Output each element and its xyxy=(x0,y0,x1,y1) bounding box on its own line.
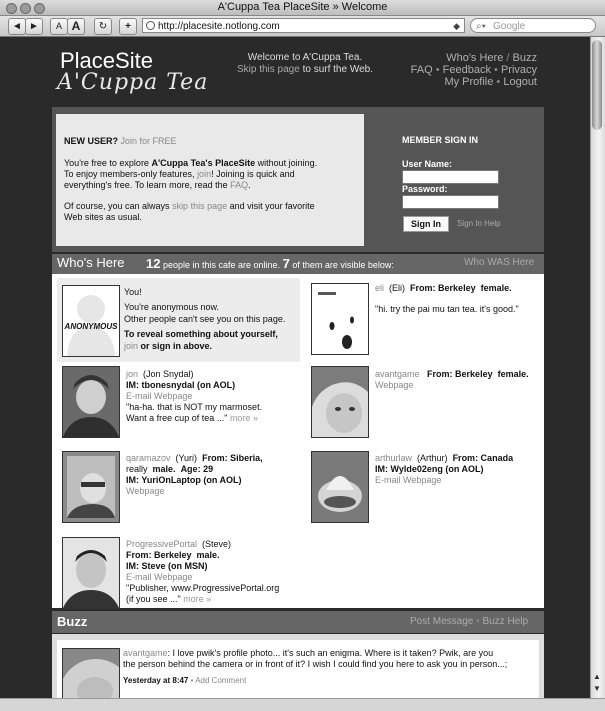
browser-toolbar xyxy=(0,16,605,37)
nav-faq-link[interactable]: FAQ xyxy=(410,64,433,76)
user-photo-jon[interactable] xyxy=(62,366,120,438)
silhouette-icon xyxy=(63,286,119,356)
window-bottom-bar xyxy=(0,698,605,711)
who-was-here-link[interactable]: Who WAS Here xyxy=(464,257,535,268)
placesite-logo[interactable]: PlaceSite xyxy=(60,48,153,73)
user-photo-avantgame[interactable] xyxy=(311,366,369,438)
buzz-timestamp: Yesterday at 8:47 xyxy=(123,676,189,685)
skip-this-page-link[interactable]: skip this page xyxy=(172,201,228,211)
skip-page-link[interactable]: Skip this page xyxy=(236,64,300,75)
window-titlebar xyxy=(0,0,605,16)
forward-button[interactable]: ► xyxy=(25,18,43,35)
username-input[interactable] xyxy=(402,170,499,184)
user-photo-eli[interactable] xyxy=(311,283,369,355)
new-user-text-5: Web sites as usual. xyxy=(64,212,142,222)
new-user-text-4: Of course, you can always skip this page and visit your favorite xyxy=(64,201,315,211)
site-icon xyxy=(146,21,155,30)
nav-logout-link[interactable]: Logout xyxy=(503,76,537,88)
new-user-heading: NEW USER? Join for FREE xyxy=(64,136,177,146)
anonymous-text: You! You're anonymous now. Other people can't see you on this page. To reveal something about yourself, join or sign in above. xyxy=(124,287,286,351)
online-count-text: 12 people in this cafe are online. 7 of them are visible below: xyxy=(146,256,394,271)
skip-rest-text: to surf the Web. xyxy=(299,64,373,75)
add-bookmark-button[interactable]: + xyxy=(119,18,137,35)
add-comment-link[interactable]: Add Comment xyxy=(195,676,247,685)
scrollbar-thumb[interactable] xyxy=(592,40,602,130)
user-handle-jon[interactable]: jon xyxy=(126,369,139,379)
search-field[interactable] xyxy=(470,18,596,33)
password-label: Password: xyxy=(402,184,448,194)
new-user-text-1: You're free to explore A'Cuppa Tea's PlaceSite without joining. xyxy=(64,158,318,168)
user-handle-progressiveportal[interactable]: ProgressivePortal xyxy=(126,539,198,549)
password-input[interactable] xyxy=(402,195,499,209)
nav-row-2: FAQ • Feedback • Privacy xyxy=(410,64,537,76)
nav-buzz-link[interactable]: Buzz xyxy=(512,52,537,64)
arthurlaw-contact-links[interactable]: E-mail Webpage xyxy=(375,475,442,485)
new-user-text-3: everything's free. To learn more, read the FAQ. xyxy=(64,180,251,190)
back-button[interactable]: ◄ xyxy=(8,18,26,35)
cafe-logo: A'Cuppa Tea xyxy=(57,70,209,95)
progressiveportal-contact-links[interactable]: E-mail Webpage xyxy=(126,572,193,582)
window-title: A'Cuppa Tea PlaceSite » Welcome xyxy=(217,1,388,13)
jon-more-link[interactable]: more » xyxy=(229,413,258,423)
scroll-down-arrow-icon[interactable]: ▼ xyxy=(593,684,601,693)
join-link[interactable]: join xyxy=(197,169,212,179)
buzz-author-handle[interactable]: avantgame xyxy=(123,648,168,658)
user-handle-avantgame[interactable]: avantgame xyxy=(375,369,420,379)
username-label: User Name: xyxy=(402,159,453,169)
user-entry-jon: jon (Jon Snydal) IM: tbonesnydal (on AOL) E-mail Webpage "ha-ha. that is NOT my marmoset. Want a free cup of tea ..." more » xyxy=(126,369,291,424)
vertical-scrollbar[interactable] xyxy=(590,37,605,698)
address-bar[interactable] xyxy=(142,18,465,33)
nav-my-profile-link[interactable]: My Profile xyxy=(444,76,494,88)
user-handle-arthurlaw[interactable]: arthurlaw xyxy=(375,453,413,463)
online-count: 12 xyxy=(146,256,161,271)
user-entry-progressiveportal: ProgressivePortal (Steve) From: Berkeley male. IM: Steve (on MSN) E-mail Webpage "Publisher, www.ProgressivePortal.org (if you see ..." more » xyxy=(126,539,301,605)
buzz-help-link[interactable]: Buzz Help xyxy=(482,616,529,627)
user-entry-arthurlaw: arthurlaw (Arthur) From: Canada IM: Wylde02eng (on AOL) E-mail Webpage xyxy=(375,453,545,486)
text-smaller-button[interactable]: A xyxy=(50,18,68,35)
buzz-title: Buzz xyxy=(57,614,88,629)
user-photo-progressiveportal[interactable] xyxy=(62,537,120,609)
signin-button[interactable]: Sign In xyxy=(403,216,449,232)
qaramazov-contact-links[interactable]: Webpage xyxy=(126,486,165,496)
user-entry-avantgame: avantgame From: Berkeley female. Webpage xyxy=(375,369,545,391)
nav-privacy-link[interactable]: Privacy xyxy=(500,64,537,76)
anonymous-avatar xyxy=(62,285,120,357)
scroll-up-arrow-icon[interactable]: ▲ xyxy=(593,672,601,681)
avantgame-contact-links[interactable]: Webpage xyxy=(375,380,414,390)
buzz-message: avantgame: I love pwik's profile photo... it's such an enigma. Where is it taken? Pwik, are you the person behind the camera or in front of it? I wish I could find you here to ask you in person...; Yesterday at 8:47 • Add Comment xyxy=(123,648,508,685)
signin-help-link[interactable]: Sign In Help xyxy=(457,219,501,228)
faq-link[interactable]: FAQ xyxy=(230,180,249,190)
post-message-link[interactable]: Post Message xyxy=(410,616,474,627)
visible-count: 7 xyxy=(282,256,290,271)
search-icon: ⌕▾ xyxy=(476,21,486,32)
user-entry-qaramazov: qaramazov (Yuri) From: Siberia, really male. Age: 29 IM: YuriOnLaptop (on AOL) Webpage xyxy=(126,453,296,497)
user-handle-qaramazov[interactable]: qaramazov xyxy=(126,453,171,463)
jon-contact-links[interactable]: E-mail Webpage xyxy=(126,391,193,401)
search-placeholder: Google xyxy=(493,21,526,32)
user-entry-eli: eli (Eli) From: Berkeley female. "hi. try the pai mu tan tea. it's good." xyxy=(375,283,519,314)
user-handle-eli[interactable]: eli xyxy=(375,283,385,293)
buzz-author-photo[interactable] xyxy=(62,648,120,699)
nav-feedback-link[interactable]: Feedback xyxy=(442,64,491,76)
progressiveportal-more-link[interactable]: more » xyxy=(183,594,212,604)
welcome-message xyxy=(220,52,390,76)
address-text: http://placesite.notlong.com xyxy=(158,21,280,32)
reload-button[interactable]: ↻ xyxy=(94,18,112,35)
nav-row-3: My Profile • Logout xyxy=(444,76,537,88)
buzz-links: Post Message • Buzz Help xyxy=(410,616,529,627)
text-larger-button[interactable]: A xyxy=(67,18,85,35)
anonymous-label: ANONYMOUS xyxy=(64,322,118,331)
member-signin-heading: MEMBER SIGN IN xyxy=(402,135,479,145)
nav-row-1: Who's Here / Buzz xyxy=(446,52,537,64)
anon-join-link[interactable]: join xyxy=(124,341,139,351)
user-photo-qaramazov[interactable] xyxy=(62,451,120,523)
nav-whos-here-link[interactable]: Who's Here xyxy=(446,52,504,64)
user-photo-arthurlaw[interactable] xyxy=(311,451,369,523)
anon-signin-link[interactable]: sign in above xyxy=(152,341,210,351)
join-free-link[interactable]: Join for FREE xyxy=(120,136,177,146)
new-user-text-2: To enjoy members-only features, join! Joining is quick and xyxy=(64,169,295,179)
whos-here-title: Who's Here xyxy=(57,255,125,270)
welcome-line: Welcome to A'Cuppa Tea. xyxy=(247,52,363,63)
history-dropdown-icon[interactable]: ◆ xyxy=(453,21,460,31)
